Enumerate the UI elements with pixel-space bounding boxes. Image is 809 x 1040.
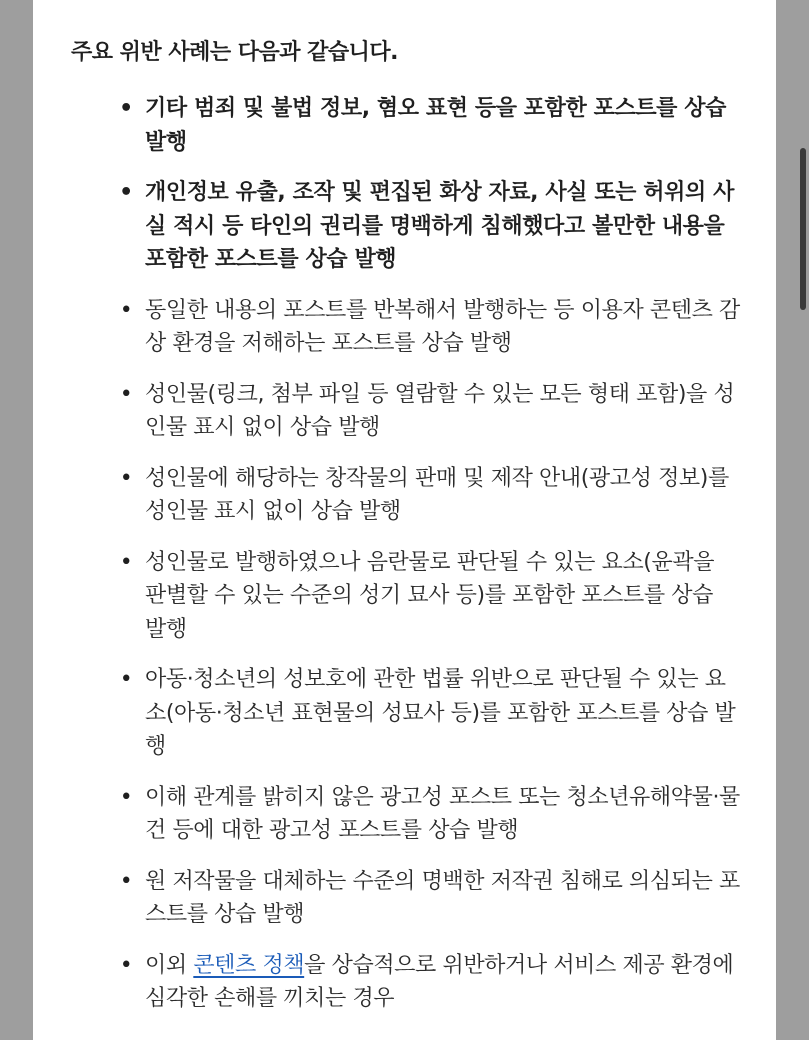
violation-list [71,92,740,1016]
bullet-icon: • [119,784,133,810]
list-item [71,378,740,445]
bullet-icon: • [119,96,133,121]
list-item-text: 성인물로 발행하였으나 음란물로 판단될 수 있는 요소(윤곽을 판별할 수 있는 수준의 성기 묘사 등)를 포함한 포스트를 상습 발행 [145,549,715,642]
list-item-text: 성인물(링크, 첨부 파일 등 열람할 수 있는 모든 형태 포함)을 성인물 표시 없이 상습 발행 [145,381,735,440]
list-item-text: 성인물에 해당하는 창작물의 판매 및 제작 안내(광고성 정보)를 성인물 표시 없이 상습 발행 [145,465,729,524]
list-item [71,462,740,529]
bullet-icon: • [119,465,133,491]
bullet-icon: • [119,667,133,692]
list-item-text: 동일한 내용의 포스트를 반복해서 발행하는 등 이용자 콘텐츠 감상 환경을 저해하는 포스트를 상습 발행 [145,297,740,356]
list-item [71,176,740,277]
bullet-icon: • [119,381,133,407]
bullet-icon: • [119,549,133,575]
list-item [71,865,740,932]
document-page [33,0,776,1040]
list-item-text [145,949,740,1016]
list-item [71,663,740,764]
bullet-icon: • [119,297,133,323]
bullet-icon: • [119,868,133,894]
last-item-prefix: 이외 [145,952,194,978]
list-item-text: 원 저작물을 대체하는 수준의 명백한 저작권 침해로 의심되는 포스트를 상습 발행 [145,868,740,927]
list-item-text: 이해 관계를 밝히지 않은 광고성 포스트 또는 청소년유해약물·물건 등에 대한 광고성 포스트를 상습 발행 [145,784,740,843]
bullet-icon: • [119,180,133,205]
list-item [71,92,740,159]
list-item [71,546,740,647]
intro-text: 주요 위반 사례는 다음과 같습니다. [71,40,399,65]
list-item-text: 개인정보 유출, 조작 및 편집된 화상 자료, 사실 또는 허위의 사실 적시 등 타인의 권리를 명백하게 침해했다고 볼만한 내용을 포함한 포스트를 상습 발행 [145,180,734,272]
list-item-text: 아동·청소년의 성보호에 관한 법률 위반으로 판단될 수 있는 요소(아동·청소년 표현물의 성묘사 등)를 포함한 포스트를 상습 발행 [145,667,736,759]
scrollbar-thumb[interactable] [800,148,806,310]
content-policy-link[interactable]: 콘텐츠 정책 [193,952,305,978]
list-item [71,294,740,361]
last-item-suffix: 을 상습적으로 위반하거나 서비스 제공 환경에 심각한 손해를 끼치는 경우 [145,952,734,1011]
list-item-text: 기타 범죄 및 불법 정보, 혐오 표현 등을 포함한 포스트를 상습 발행 [145,96,726,155]
bullet-icon: • [119,952,133,978]
list-item [71,781,740,848]
list-item [71,949,740,1016]
